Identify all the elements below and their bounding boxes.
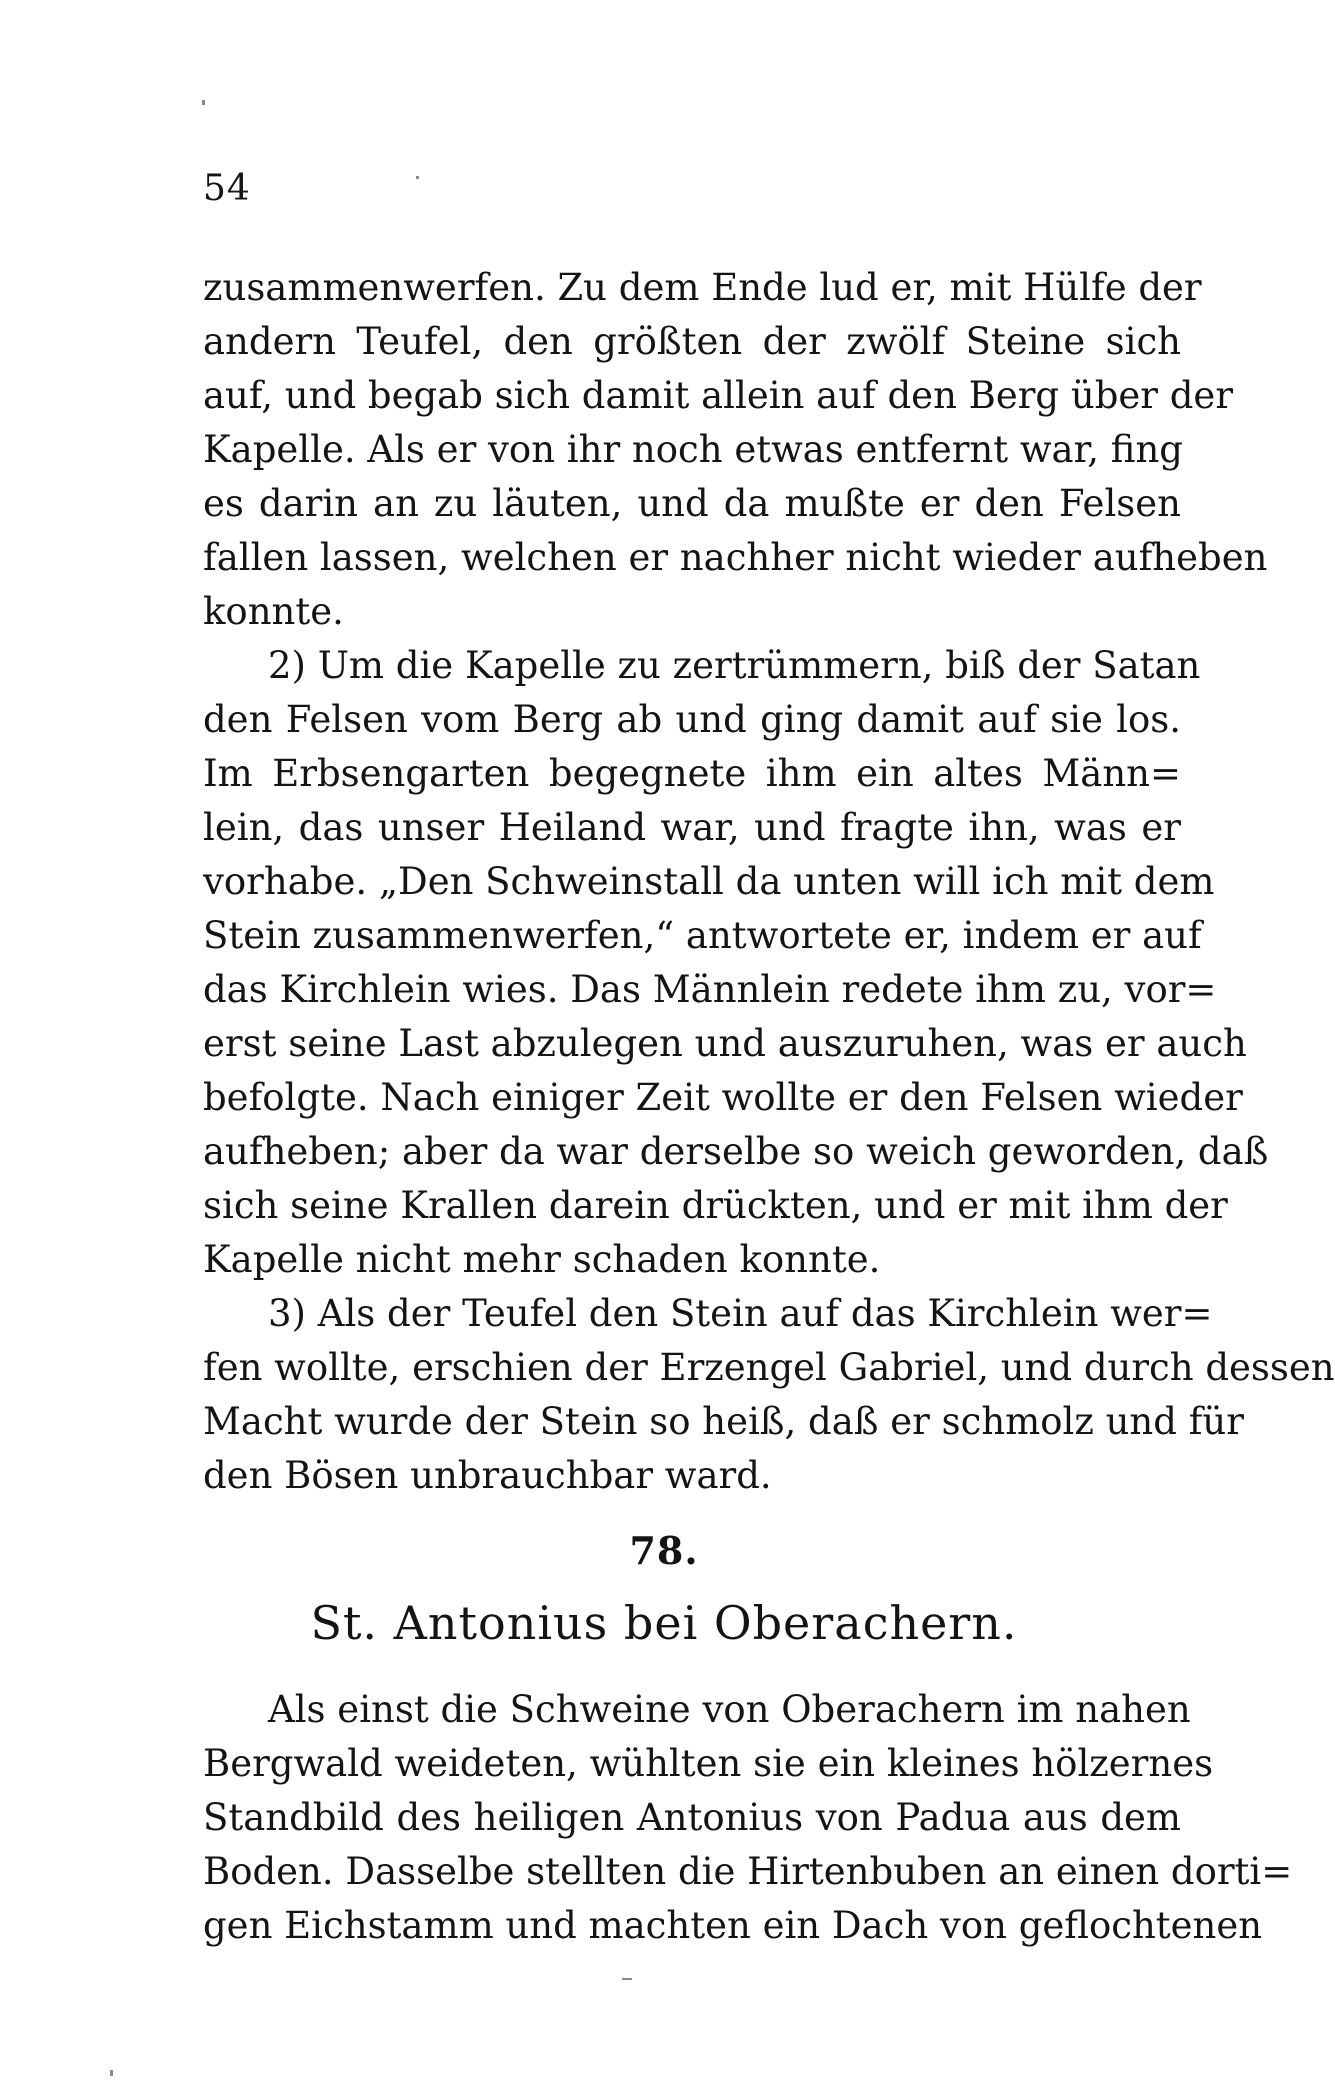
text-line: fen wollte, erschien der Erzengel Gabriel, und durch dessen — [203, 1346, 1335, 1389]
text-line: 3) Als der Teufel den Stein auf das Kirchlein wer= — [268, 1292, 1213, 1335]
scan-speck — [416, 176, 419, 179]
text-line: Kapelle. Als er von ihr noch etwas entfernt war, fing — [203, 428, 1183, 471]
text-line: den Felsen vom Berg ab und ging damit auf sie los. — [203, 698, 1181, 741]
text-line: Standbild des heiligen Antonius von Padua aus dem — [203, 1796, 1181, 1839]
text-line: auf, und begab sich damit allein auf den Berg über der — [203, 374, 1234, 417]
text-line: Stein zusammenwerfen,“ antwortete er, indem er auf — [203, 914, 1202, 957]
text-line: Boden. Dasselbe stellten die Hirtenbuben an einen dorti= — [203, 1850, 1293, 1893]
text-line: aufheben; aber da war derselbe so weich geworden, daß — [203, 1130, 1269, 1173]
text-line: Bergwald weideten, wühlten sie ein kleines hölzernes — [203, 1742, 1214, 1785]
text-line: es darin an zu läuten, und da mußte er den Felsen — [203, 482, 1181, 525]
text-line: erst seine Last abzulegen und auszuruhen, was er auch — [203, 1022, 1247, 1065]
section-title: St. Antonius bei Oberachern. — [310, 1596, 1018, 1650]
text-line: 2) Um die Kapelle zu zertrümmern, biß der Satan — [268, 644, 1201, 687]
text-line: gen Eichstamm und machten ein Dach von geflochtenen — [203, 1904, 1263, 1947]
text-line: Macht wurde der Stein so heiß, daß er schmolz und für — [203, 1400, 1244, 1443]
text-line: sich seine Krallen darein drückten, und er mit ihm der — [203, 1184, 1228, 1227]
text-line: fallen lassen, welchen er nachher nicht wieder aufheben — [203, 536, 1268, 579]
text-line: Als einst die Schweine von Oberachern im nahen — [268, 1688, 1191, 1731]
text-line: andern Teufel, den größten der zwölf Steine sich — [203, 320, 1181, 363]
scan-speck — [622, 1978, 632, 1980]
text-line: Kapelle nicht mehr schaden konnte. — [203, 1238, 881, 1281]
page-number: 54 — [203, 168, 251, 209]
scan-speck — [202, 100, 205, 105]
text-line: befolgte. Nach einiger Zeit wollte er den Felsen wieder — [203, 1076, 1243, 1119]
text-line: zusammenwerfen. Zu dem Ende lud er, mit Hülfe der — [203, 266, 1202, 309]
text-line: konnte. — [203, 590, 344, 633]
section-number: 78. — [629, 1528, 699, 1573]
text-line: den Bösen unbrauchbar ward. — [203, 1454, 772, 1497]
text-line: Im Erbsengarten begegnete ihm ein altes Männ= — [203, 752, 1181, 795]
scan-speck — [110, 2070, 113, 2076]
text-line: lein, das unser Heiland war, und fragte ihn, was er — [203, 806, 1181, 849]
text-line: vorhabe. „Den Schweinstall da unten will ich mit dem — [203, 860, 1215, 903]
text-line: das Kirchlein wies. Das Männlein redete ihm zu, vor= — [203, 968, 1217, 1011]
